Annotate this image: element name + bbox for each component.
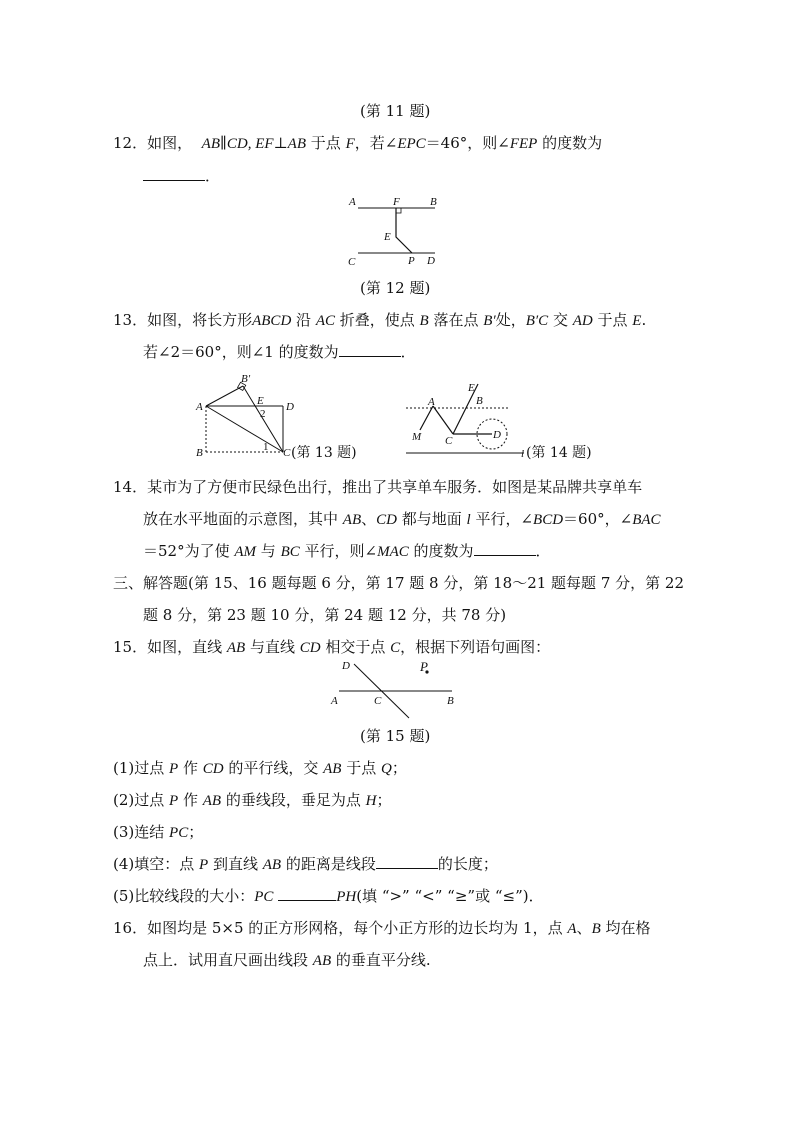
answer-blank-q15-5[interactable] — [278, 886, 336, 901]
q12-figure — [345, 193, 465, 268]
q12-label-f: F — [393, 196, 400, 208]
q14-figure — [400, 372, 535, 462]
q15-line-1: 15．如图，直线 AB 与直线 CD 相交于点 C，根据下列语句画图： — [113, 638, 551, 656]
answer-blank-q14[interactable] — [474, 541, 536, 556]
q12-line-1: 12．如图， AB∥CD, EF⊥AB 于点 F，若∠EPC＝46°，则∠FEP 的度数为 — [113, 134, 603, 152]
q14-number: 14． — [113, 478, 148, 496]
q12-line-2: ． — [143, 166, 220, 186]
q13-label-b: B — [196, 447, 203, 459]
q12-number: 12． — [113, 134, 148, 152]
q12-label-e: E — [384, 231, 391, 243]
caption-q14: (第 14 题) — [526, 445, 592, 461]
q15-item-2: (2)过点 P 作 AB 的垂线段，垂足为点 H； — [113, 791, 392, 809]
q12-label-c: C — [348, 256, 356, 268]
q13-line-2: 若∠2＝60°，则∠1 的度数为 ． — [143, 343, 416, 361]
caption-q11: (第 11 题) — [360, 102, 431, 120]
answer-blank-q15-4[interactable] — [376, 854, 438, 869]
q16-line-1: 16．如图均是 5×5 的正方形网格，每个小正方形的边长均为 1，点 A、B 均在格 — [113, 919, 651, 937]
section-3-heading-line-1: 三、解答题(第 15、16 题每题 6 分，第 17 题 8 分，第 18～21 题每题 7 分，第 22 — [113, 574, 684, 592]
q13-line-1: 13．如图，将长方形ABCD 沿 AC 折叠，使点 B 落在点 B′处，B′C 交 AD 于点 E. — [113, 311, 647, 329]
q14-line-1: 14．某市为了方便市民绿色出行，推出了共享单车服务．如图是某品牌共享单车 — [113, 478, 643, 496]
q12-label-p: P — [408, 255, 415, 267]
q13-label-angle2: 2 — [260, 408, 266, 420]
q13-figure — [193, 372, 303, 462]
q14-line-3: ＝52°为了使 AM 与 BC 平行，则∠MAC 的度数为 ． — [143, 542, 551, 560]
q13-label-e: E — [257, 395, 264, 407]
q14-line-2: 放在水平地面的示意图，其中 AB、CD 都与地面 l 平行，∠BCD＝60°，∠BAC — [143, 510, 661, 528]
answer-blank-q13[interactable] — [339, 342, 401, 357]
q14-label-b: B — [476, 395, 483, 407]
answer-blank-q12[interactable] — [143, 166, 205, 181]
q16-line-2: 点上．试用直尺画出线段 AB 的垂直平分线. — [143, 951, 431, 969]
q15-label-b: B — [447, 695, 454, 707]
q13-label-bprime: B′ — [241, 373, 251, 385]
q13-label-a: A — [196, 401, 203, 413]
q15-label-c: C — [374, 695, 382, 707]
caption-q13: (第 13 题) — [291, 445, 357, 461]
q15-label-p: P — [420, 659, 428, 674]
q15-label-a: A — [331, 695, 338, 707]
q13-label-angle1: 1 — [263, 441, 269, 453]
q15-item-5: (5)比较线段的大小：PC PH(填 “>” “<” “≥”或 “≤”)． — [113, 887, 544, 905]
q15-item-1: (1)过点 P 作 CD 的平行线，交 AB 于点 Q； — [113, 759, 407, 777]
caption-q12: (第 12 题) — [360, 279, 431, 297]
q14-label-e: E — [468, 382, 475, 394]
q13-label-d: D — [286, 401, 294, 413]
q14-label-m: M — [412, 431, 422, 443]
q16-number: 16． — [113, 919, 148, 937]
q12-label-a: A — [349, 196, 356, 208]
q15-label-d: D — [342, 660, 350, 672]
q15-figure — [327, 660, 467, 720]
q12-label-b: B — [430, 196, 437, 208]
q15-item-4: (4)填空：点 P 到直线 AB 的距离是线段 的长度； — [113, 855, 498, 873]
caption-q15: (第 15 题) — [360, 727, 431, 745]
q14-label-d: D — [493, 429, 501, 441]
q15-item-3: (3)连结 PC； — [113, 823, 204, 841]
q14-label-l: l — [521, 448, 525, 460]
q13-number: 13． — [113, 311, 148, 329]
q15-number: 15． — [113, 638, 148, 656]
q14-label-a: A — [428, 396, 435, 408]
section-3-heading-line-2: 题 8 分，第 23 题 10 分，第 24 题 12 分，共 78 分) — [143, 606, 507, 624]
q14-label-c: C — [445, 435, 453, 447]
q13-label-c: C — [283, 447, 291, 459]
q12-label-d: D — [427, 255, 435, 267]
